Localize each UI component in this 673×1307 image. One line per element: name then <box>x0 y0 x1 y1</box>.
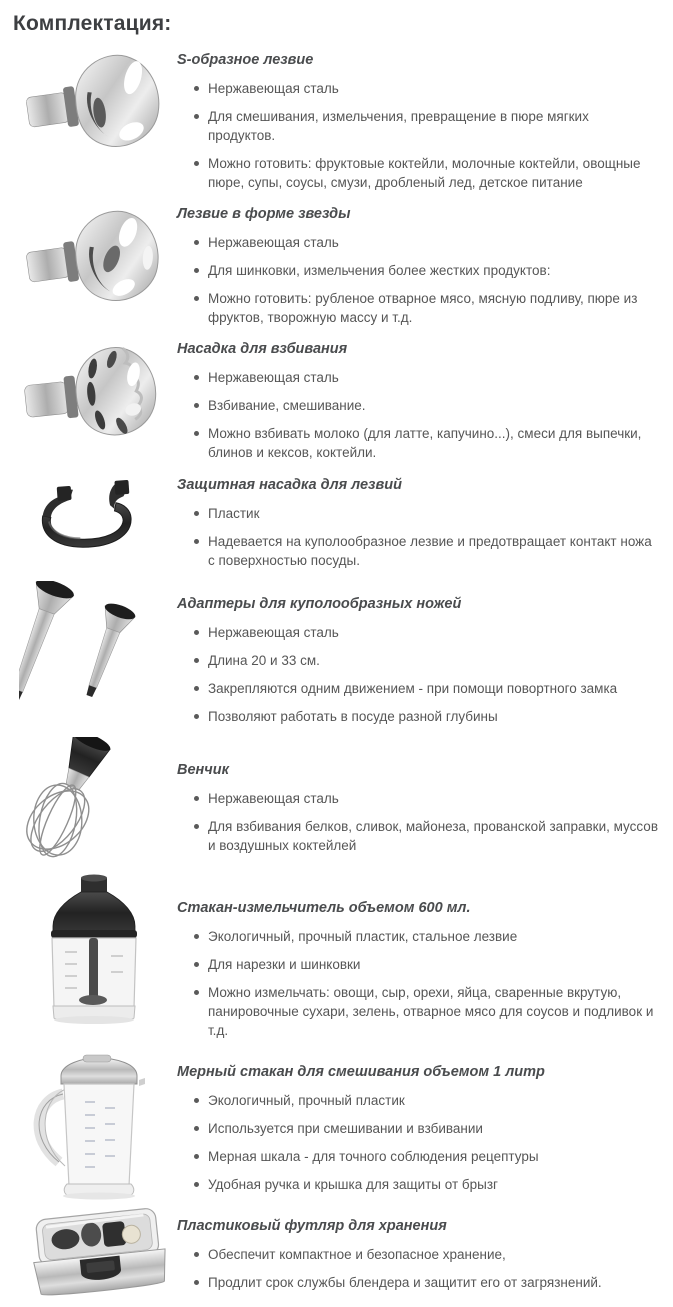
section-title: Защитная насадка для лезвий <box>177 477 402 493</box>
chopper-cup-photo <box>19 874 169 1026</box>
section-whipping-attachment <box>13 336 665 471</box>
bullet-item: Для смешивания, измельчения, превращение в пюре мягких продуктов. <box>177 107 659 145</box>
bullet-icon <box>194 658 199 663</box>
bullet-item: Нержавеющая сталь <box>177 789 659 808</box>
bullet-item: Используется при смешивании и взбивании <box>177 1119 659 1138</box>
bullet-icon <box>194 403 199 408</box>
bullet-icon <box>194 824 199 829</box>
bullet-icon <box>194 431 199 436</box>
bullet-item: Экологичный, прочный пластик <box>177 1091 659 1110</box>
section-blade-guard <box>13 471 665 579</box>
bullet-icon <box>194 161 199 166</box>
bullet-icon <box>194 375 199 380</box>
bullet-item: Нержавеющая сталь <box>177 623 659 642</box>
bullet-item: Для нарезки и шинковки <box>177 955 659 974</box>
bullet-item: Надевается на куполообразное лезвие и предотвращает контакт ножа с поверхностью посуды. <box>177 532 659 570</box>
bullet-item: Для взбивания белков, сливок, майонеза, прованской заправки, муссов и воздушных коктейлей <box>177 817 659 855</box>
bullet-icon <box>194 1252 199 1257</box>
section-whisk <box>13 735 665 872</box>
bullet-icon <box>194 114 199 119</box>
section-title: Лезвие в форме звезды <box>177 206 351 222</box>
bullet-icon <box>194 511 199 516</box>
s-shaped-blade-photo <box>19 47 169 155</box>
bullet-item: Для шинковки, измельчения более жестких продуктов: <box>177 261 659 280</box>
bullet-item: Экологичный, прочный пластик, стальное лезвие <box>177 927 659 946</box>
bullet-item: Продлит срок службы блендера и защитит его от загрязнений. <box>177 1273 659 1292</box>
bullet-icon <box>194 630 199 635</box>
section-title: Стакан-измельчитель объемом 600 мл. <box>177 900 471 916</box>
bullet-icon <box>194 990 199 995</box>
bullet-icon <box>194 714 199 719</box>
section-star-blade <box>13 201 665 336</box>
bullet-icon <box>194 934 199 939</box>
bullet-icon <box>194 240 199 245</box>
bullet-icon <box>194 962 199 967</box>
bullet-icon <box>194 1154 199 1159</box>
bullet-item: Удобная ручка и крышка для защиты от брызг <box>177 1175 659 1194</box>
bullet-item: Закрепляются одним движением - при помощи повортного замка <box>177 679 659 698</box>
storage-case-photo <box>19 1206 175 1298</box>
section-measuring-jug <box>13 1049 665 1204</box>
bullet-icon <box>194 1182 199 1187</box>
section-chopper-cup <box>13 872 665 1049</box>
bullet-item: Взбивание, смешивание. <box>177 396 659 415</box>
section-title: Адаптеры для куполообразных ножей <box>177 596 462 612</box>
bullet-item: Обеспечит компактное и безопасное хранение, <box>177 1245 659 1264</box>
bullet-icon <box>194 86 199 91</box>
bullet-item: Позволяют работать в посуде разной глубины <box>177 707 659 726</box>
measuring-jug-photo <box>19 1054 169 1200</box>
bullet-icon <box>194 268 199 273</box>
bullet-icon <box>194 296 199 301</box>
section-storage-case <box>13 1204 665 1301</box>
bullet-item: Мерная шкала - для точного соблюдения рецептуры <box>177 1147 659 1166</box>
section-title: S-образное лезвие <box>177 52 314 68</box>
whipping-attachment-photo <box>19 339 169 441</box>
bullet-item: Нержавеющая сталь <box>177 79 659 98</box>
bullet-item: Нержавеющая сталь <box>177 233 659 252</box>
section-title: Пластиковый футляр для хранения <box>177 1218 447 1234</box>
bullet-icon <box>194 1098 199 1103</box>
bullet-item: Можно готовить: рубленое отварное мясо, мясную подливу, пюре из фруктов, творожную массу и т.д. <box>177 289 659 327</box>
section-title: Насадка для взбивания <box>177 341 348 357</box>
section-s-blade <box>13 44 665 201</box>
page-title: Комплектация: <box>13 12 172 35</box>
bullet-item: Можно готовить: фруктовые коктейли, молочные коктейли, овощные пюре, супы, соусы, смузи, дробленый лед, детское питание <box>177 154 659 192</box>
bullet-item: Пластик <box>177 504 659 523</box>
bullet-item: Длина 20 и 33 см. <box>177 651 659 670</box>
blade-adapters-photo <box>19 581 169 717</box>
bullet-item: Можно взбивать молоко (для латте, капучино...), смеси для выпечки, блинов и кексов, коктейли. <box>177 424 659 462</box>
section-blade-adapters <box>13 579 665 735</box>
section-title: Мерный стакан для смешивания объемом 1 литр <box>177 1064 545 1080</box>
bullet-item: Нержавеющая сталь <box>177 368 659 387</box>
whisk-photo <box>19 737 169 869</box>
bullet-icon <box>194 539 199 544</box>
bullet-icon <box>194 796 199 801</box>
star-shaped-blade-photo <box>19 204 169 306</box>
bullet-icon <box>194 1280 199 1285</box>
bullet-item: Можно измельчать: овощи, сыр, орехи, яйца, сваренные вкрутую, панировочные сухари, зелень, отварное мясо для соусов и подливок и т.д. <box>177 983 659 1040</box>
section-title: Венчик <box>177 762 229 778</box>
bullet-icon <box>194 1126 199 1131</box>
bullet-icon <box>194 686 199 691</box>
blade-guard-photo <box>19 479 159 555</box>
